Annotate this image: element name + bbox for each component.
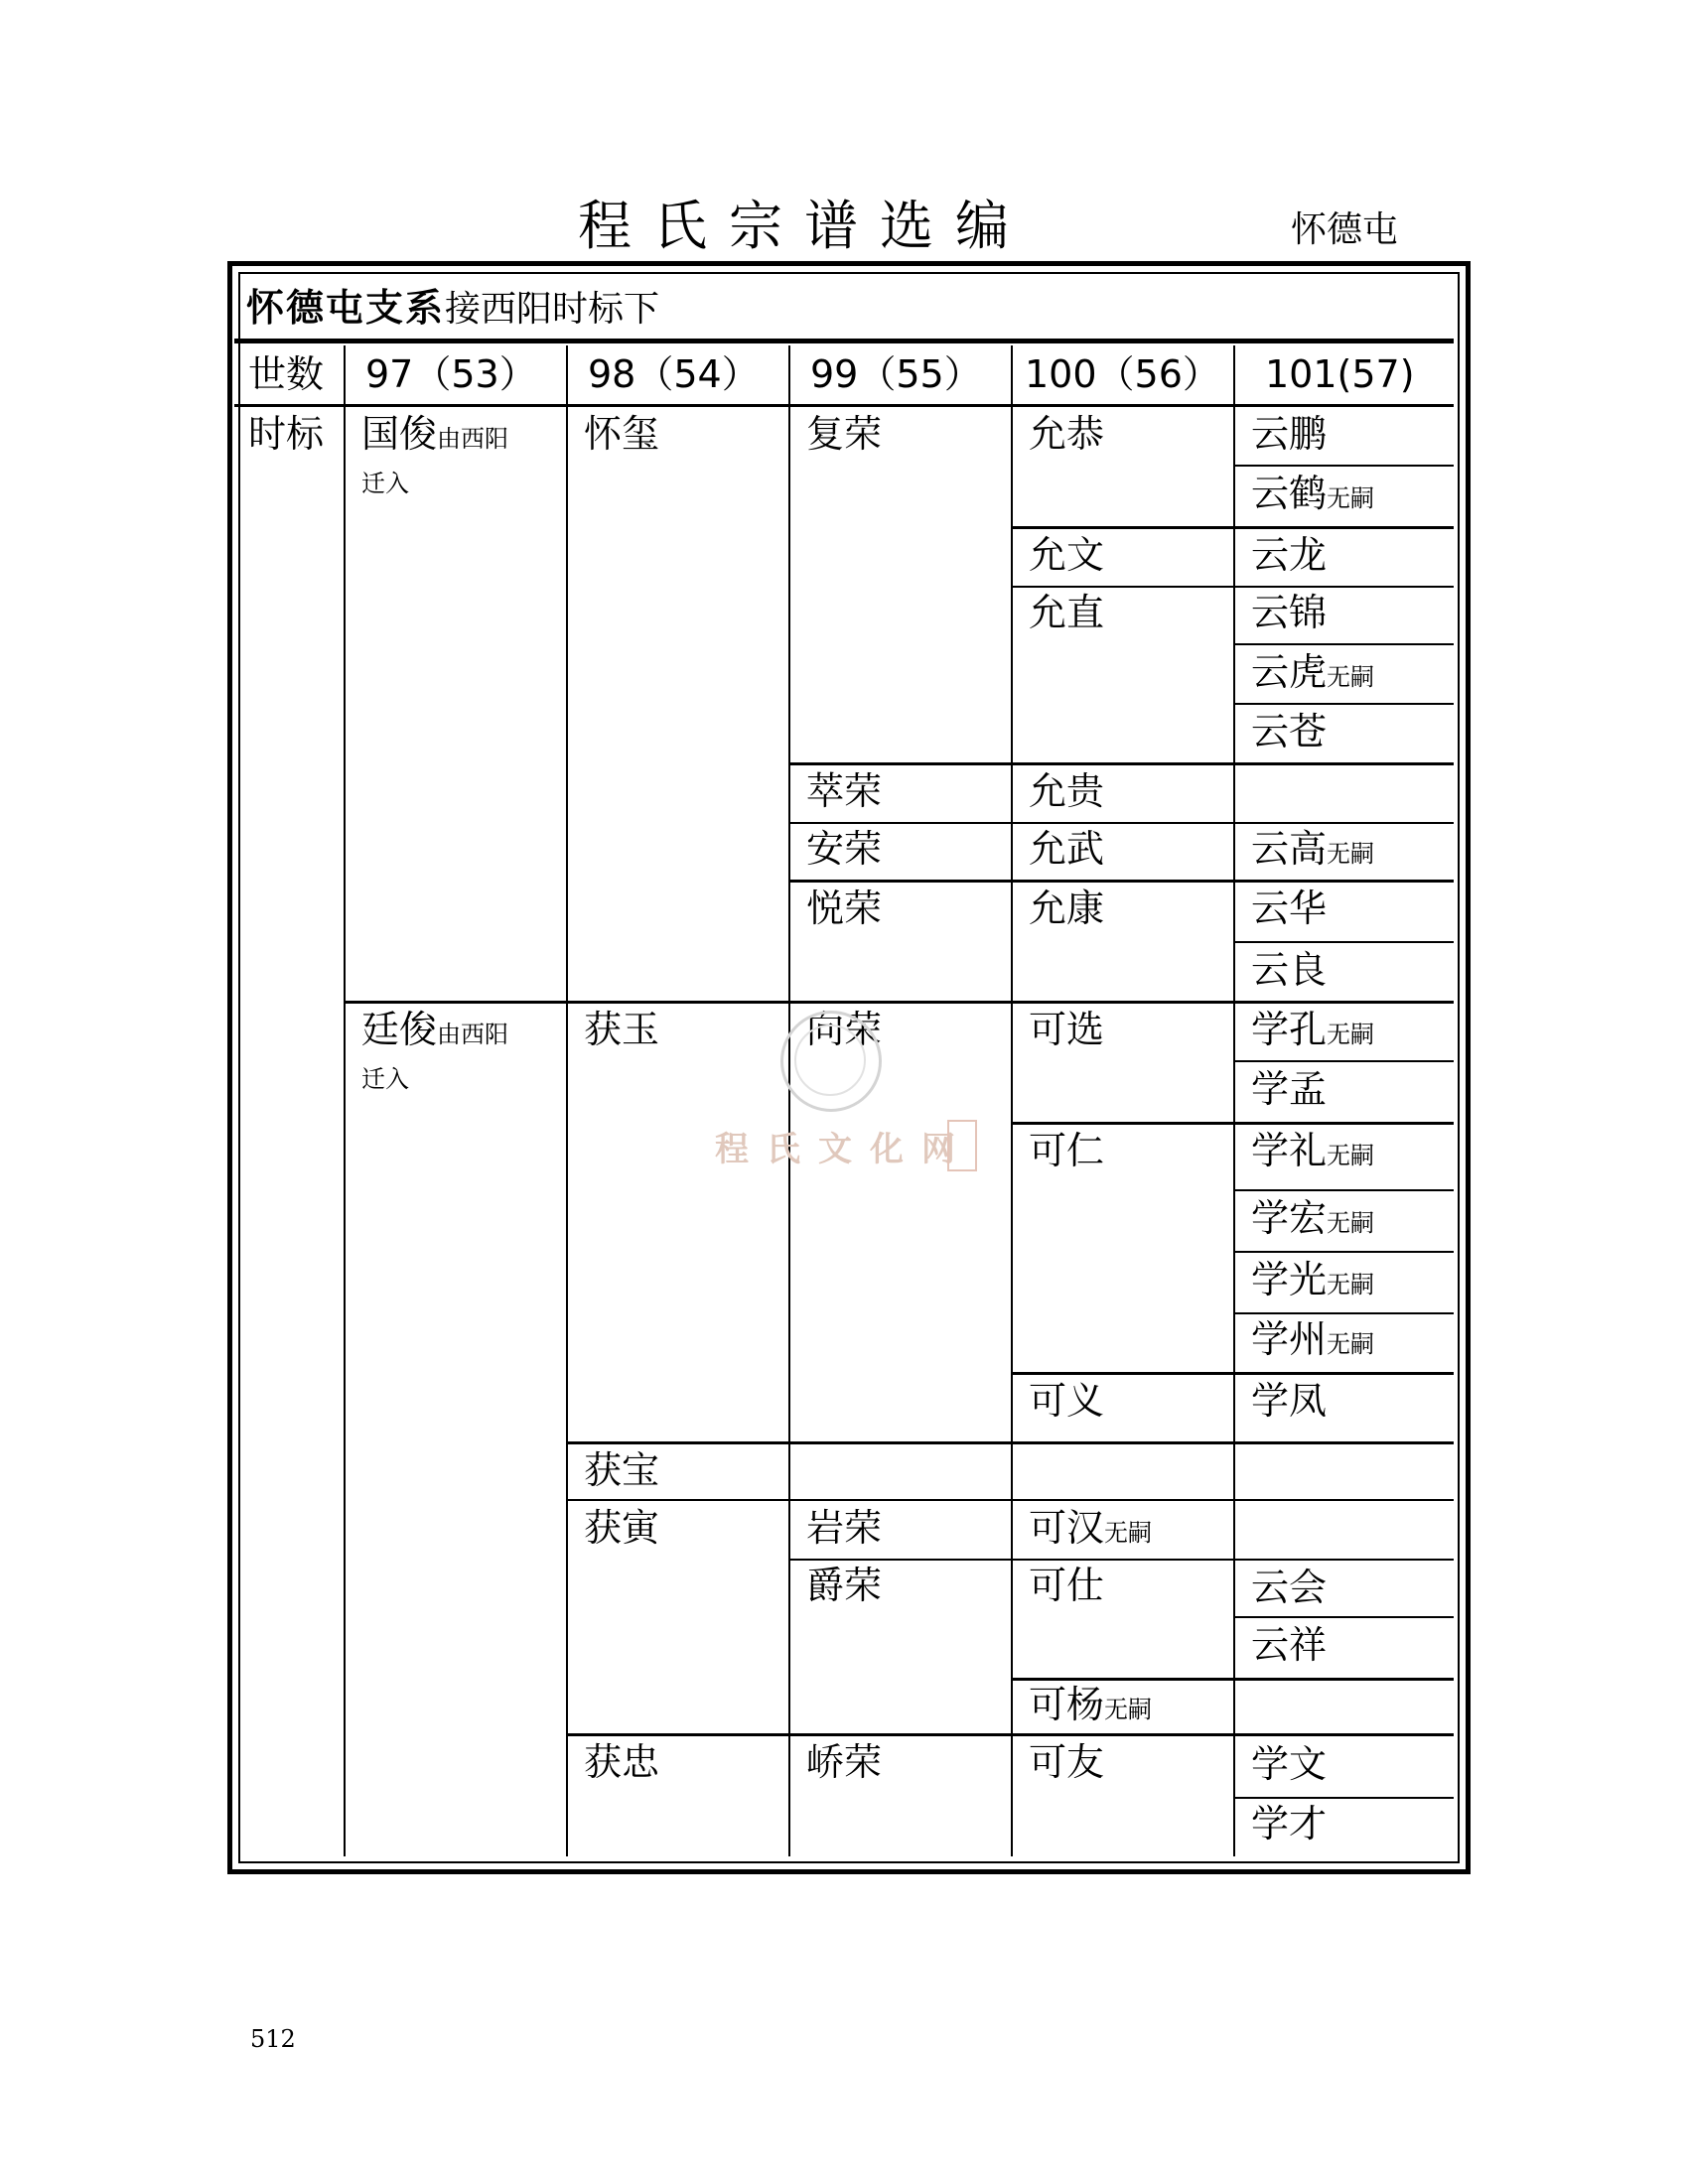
person-name: 云会 [1251,1566,1328,1609]
gen-header: 98（54） [588,352,760,396]
gen-header: 97（53） [365,352,537,396]
col-divider [788,345,790,1856]
person-name: 复荣 [806,412,883,456]
no-heir-note: 无嗣 [1327,1271,1375,1298]
person-name: 可仕 [1029,1564,1105,1607]
cell-line [1012,586,1454,588]
person-name: 获玉 [584,1008,660,1051]
person-name: 云苍 [1251,710,1328,753]
branch-note: 接西阳时标下 [445,289,660,330]
watermark-text: 程氏文化网 [715,1130,973,1169]
cell-line [1234,1797,1454,1799]
person-name: 怀玺 [584,412,660,456]
person-name: 学孔 [1251,1008,1328,1051]
person-name: 允文 [1029,533,1105,577]
page-title: 程氏宗谱选编 [578,195,1031,257]
person-name: 可友 [1029,1740,1105,1784]
migrate-note: 由西阳 [437,425,509,453]
cell-line [789,880,1454,883]
person-name: 允直 [1029,591,1105,634]
person-name: 可义 [1029,1379,1105,1423]
person-name: 可杨 [1029,1683,1105,1726]
person-name: 岩荣 [806,1506,883,1550]
cell-line [789,762,1454,765]
person-name: 获忠 [584,1740,660,1784]
person-name: 学宏 [1251,1196,1328,1240]
no-heir-note: 无嗣 [1327,484,1375,512]
person [1251,1316,1374,1362]
cell-line [1012,526,1454,529]
cell-line [1012,1372,1454,1375]
cell-line [1234,1312,1454,1314]
watermark-stamp [947,1120,977,1171]
col-divider [1233,345,1235,1856]
person [361,1007,508,1052]
person-name: 允贵 [1029,769,1105,813]
person [1029,1682,1152,1727]
header-label: 世数 [248,352,325,396]
person-name: 学孟 [1251,1067,1328,1111]
col-divider [1011,345,1013,1856]
person [1251,1257,1374,1302]
person [1251,649,1374,695]
person-name: 学文 [1251,1742,1328,1786]
person-name: 云虎 [1251,650,1328,694]
no-heir-note: 无嗣 [1327,1021,1375,1048]
cell-line [1012,1678,1454,1681]
person-name: 云鹏 [1251,412,1328,456]
cell-line [567,1499,1454,1501]
col-divider [344,345,346,1856]
person-name: 可仁 [1029,1129,1105,1172]
col-divider [566,345,568,1856]
person-name: 获宝 [584,1448,660,1492]
migrate-note: 迁入 [361,1065,409,1093]
person-name: 云华 [1251,887,1328,930]
cell-line [1234,643,1454,645]
person-name: 学凤 [1251,1379,1328,1423]
person-name: 云鹤 [1251,472,1328,515]
no-heir-note: 无嗣 [1104,1696,1153,1723]
person-name: 学州 [1251,1317,1328,1361]
branch-title: 怀德屯支系 [246,286,446,330]
person-name: 允恭 [1029,412,1105,456]
migrate-note: 由西阳 [437,1021,509,1048]
migrate-note: 迁入 [361,470,409,497]
cell-line [345,1001,1454,1004]
cell-line [1234,1060,1454,1062]
gen-header: 100（56） [1025,352,1220,396]
watermark-seal-inner [794,1024,866,1096]
rule [234,404,1454,407]
person-name: 学礼 [1251,1129,1328,1172]
person-name: 云高 [1251,827,1328,871]
person-name: 向荣 [806,1008,883,1051]
person [1251,1195,1374,1241]
person-name: 云祥 [1251,1623,1328,1667]
person-name: 学光 [1251,1258,1328,1301]
person [1029,1505,1152,1551]
cell-line [789,1559,1454,1561]
person-name: 云龙 [1251,533,1328,577]
gen-header: 99（55） [810,352,982,396]
no-heir-note: 无嗣 [1104,1519,1153,1547]
person-name: 爵荣 [806,1564,883,1607]
cell-line [789,822,1454,824]
cell-line [1234,1189,1454,1191]
person-name: 允武 [1029,827,1105,871]
no-heir-note: 无嗣 [1327,1330,1375,1358]
cell-line [567,1441,1454,1444]
person-name: 云锦 [1251,591,1328,634]
place-label: 怀德屯 [1291,209,1399,250]
person [1251,1128,1374,1173]
no-heir-note: 无嗣 [1327,1209,1375,1237]
person [1251,1007,1374,1052]
root-name: 时标 [248,412,325,456]
person [1251,826,1374,872]
person-name: 安荣 [806,827,883,871]
person-name: 云良 [1251,948,1328,992]
no-heir-note: 无嗣 [1327,840,1375,868]
cell-line [1234,941,1454,943]
no-heir-note: 无嗣 [1327,1142,1375,1169]
person-name: 可汉 [1029,1506,1105,1550]
person-name: 廷俊 [361,1008,438,1051]
person-name: 峤荣 [806,1740,883,1784]
person-name: 允康 [1029,887,1105,930]
gen-header: 101(57) [1265,352,1415,396]
person [1251,471,1374,516]
person-name: 可选 [1029,1008,1105,1051]
person [361,411,508,457]
person-name: 国俊 [361,412,438,456]
cell-line [1234,703,1454,705]
person-name: 学才 [1251,1802,1328,1845]
cell-line [1234,1616,1454,1618]
cell-line [1234,465,1454,467]
cell-line [1012,1122,1454,1125]
rule [234,339,1454,343]
person-name: 获寅 [584,1506,660,1550]
person-name: 悦荣 [806,887,883,930]
page-number: 512 [250,2025,296,2053]
cell-line [567,1733,1454,1736]
cell-line [1234,1251,1454,1253]
branch-header [246,284,659,334]
no-heir-note: 无嗣 [1327,663,1375,691]
person-name: 萃荣 [806,769,883,813]
